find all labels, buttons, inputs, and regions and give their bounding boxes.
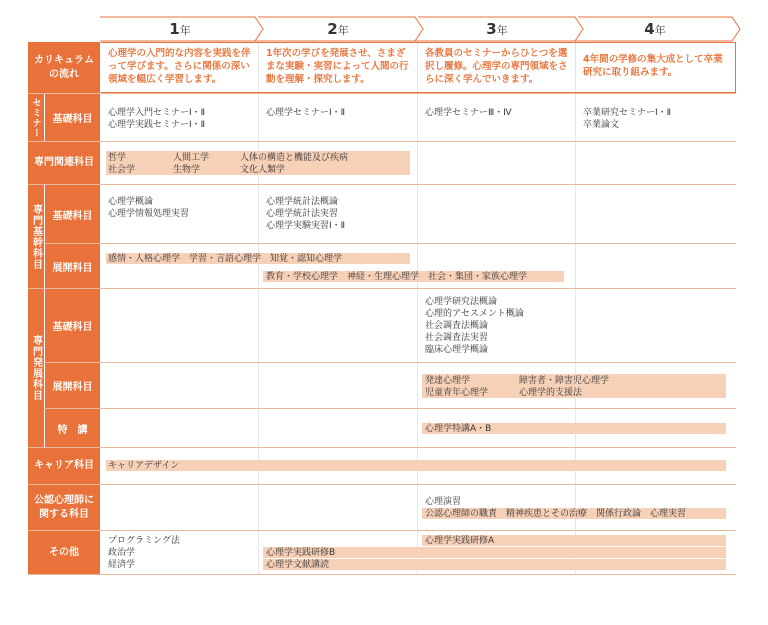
- intro-year-4: 4年間の学修の集大成として卒業研究に取り組みます。: [583, 54, 723, 78]
- related-anatomy: 人体の構造と機能及び疾病: [240, 153, 349, 163]
- row-line: [28, 530, 736, 531]
- row-line: [28, 243, 736, 244]
- related-ergonomics: 人間工学: [173, 153, 210, 163]
- row-line: [28, 447, 736, 448]
- row-line: [28, 184, 736, 185]
- row-line: [28, 141, 736, 142]
- seminar-y4-thesis: 卒業論文: [583, 120, 620, 130]
- seminar-y1-practice: 心理学実践セミナーⅠ・Ⅱ: [108, 120, 206, 130]
- label-adv-dev: 展開科目: [45, 363, 100, 408]
- seminar-y1-intro: 心理学入門セミナーⅠ・Ⅱ: [108, 108, 206, 118]
- adv-dev-youth: 児童青年心理学: [425, 388, 489, 398]
- adv-basic-item: 心理学研究法概論: [425, 297, 498, 307]
- label-adv-basic: 基礎科目: [45, 289, 100, 362]
- label-core-basic: 基礎科目: [45, 185, 100, 243]
- label-seminar-basic: 基礎科目: [45, 94, 100, 141]
- label-core-dev: 展開科目: [45, 244, 100, 288]
- adv-basic-item: 臨床心理学概論: [425, 345, 489, 355]
- related-philosophy: 哲学: [108, 153, 127, 163]
- row-line: [28, 484, 736, 485]
- other-training-a: 心理学実践研修A: [425, 536, 495, 546]
- label-adv-special: 特 講: [45, 409, 100, 447]
- related-sociology: 社会学: [108, 165, 136, 175]
- core-stats-practice: 心理学統計法実習: [266, 209, 339, 219]
- label-seminar: セミナー: [28, 94, 44, 141]
- seminar-y2: 心理学セミナーⅠ・Ⅱ: [266, 108, 346, 118]
- adv-dev-support: 心理学的支援法: [519, 388, 583, 398]
- seminar-y3: 心理学セミナーⅢ・Ⅳ: [425, 108, 512, 118]
- label-related: 専門関連科目: [28, 142, 100, 184]
- label-certified: 公認心理師に 関する科目: [28, 485, 100, 530]
- related-biology: 生物学: [173, 165, 201, 175]
- intro-year-2: 1年次の学びを発展させ、さまざまな実験・実習によって人間の行動を理解・探究します。: [266, 48, 409, 85]
- adv-dev-disability: 障害者・障害児心理学: [519, 376, 610, 386]
- certified-exercise: 心理演習: [425, 497, 462, 507]
- col-sep-1: [258, 42, 259, 574]
- seminar-y4-research: 卒業研究セミナーⅠ・Ⅱ: [583, 108, 672, 118]
- career-bar: [106, 460, 726, 471]
- certified-subjects: 公認心理師の職責 精神疾患とその治療 関係行政論 心理実習: [425, 509, 687, 519]
- related-anthropology: 文化人類学: [240, 165, 286, 175]
- year-1: 1年: [169, 20, 191, 38]
- adv-basic-item: 社会調査法概論: [425, 321, 489, 331]
- row-line: [28, 408, 736, 409]
- label-advanced: 専門発展科目: [28, 289, 44, 447]
- adv-dev-developmental: 発達心理学: [425, 376, 471, 386]
- row-line: [28, 574, 736, 575]
- adv-basic-item: 社会調査法実習: [425, 333, 489, 343]
- year-3: 3年: [486, 20, 508, 38]
- core-stats-intro: 心理学統計法概論: [266, 197, 339, 207]
- year-4: 4年: [644, 20, 666, 38]
- intro-year-3: 各教員のセミナーからひとつを選択し履修。心理学の専門領域をさらに深く学んでいきます。: [425, 48, 568, 85]
- adv-special: 心理学特講A・B: [425, 424, 492, 434]
- other-training-b: 心理学実践研修B: [266, 548, 336, 558]
- core-dev-row-1: 感情・人格心理学 学習・言語心理学 知覚・認知心理学: [108, 254, 343, 264]
- other-politics: 政治学: [108, 548, 136, 558]
- col-sep-3: [575, 42, 576, 574]
- core-experiment: 心理学実験実習Ⅰ・Ⅱ: [266, 221, 346, 231]
- other-programming: プログラミング法: [108, 536, 180, 546]
- other-economics: 経済学: [108, 560, 136, 570]
- core-dev-row-2: 教育・学校心理学 神経・生理心理学 社会・集団・家族心理学: [266, 272, 528, 282]
- other-literature: 心理学文献講読: [266, 560, 330, 570]
- career-design: キャリアデザイン: [108, 461, 180, 471]
- label-career: キャリア科目: [28, 448, 100, 484]
- intro-year-1: 心理学の入門的な内容を実践を伴って学びます。さらに関係の深い領域を幅広く学習します。: [108, 48, 251, 85]
- core-psych-intro: 心理学概論: [108, 197, 154, 207]
- row-line: [28, 288, 736, 289]
- row-line: [28, 93, 736, 94]
- col-sep-2: [417, 42, 418, 574]
- label-core: 専門基幹科目: [28, 185, 44, 288]
- row-line: [28, 362, 736, 363]
- year-2: 2年: [327, 20, 349, 38]
- label-curriculum: カリキュラム の流れ: [28, 42, 100, 93]
- other-bar-lit: [263, 559, 726, 570]
- adv-basic-item: 心理的アセスメント概論: [425, 309, 524, 319]
- core-info-processing: 心理学情報処理実習: [108, 209, 190, 219]
- label-other: その他: [28, 531, 100, 574]
